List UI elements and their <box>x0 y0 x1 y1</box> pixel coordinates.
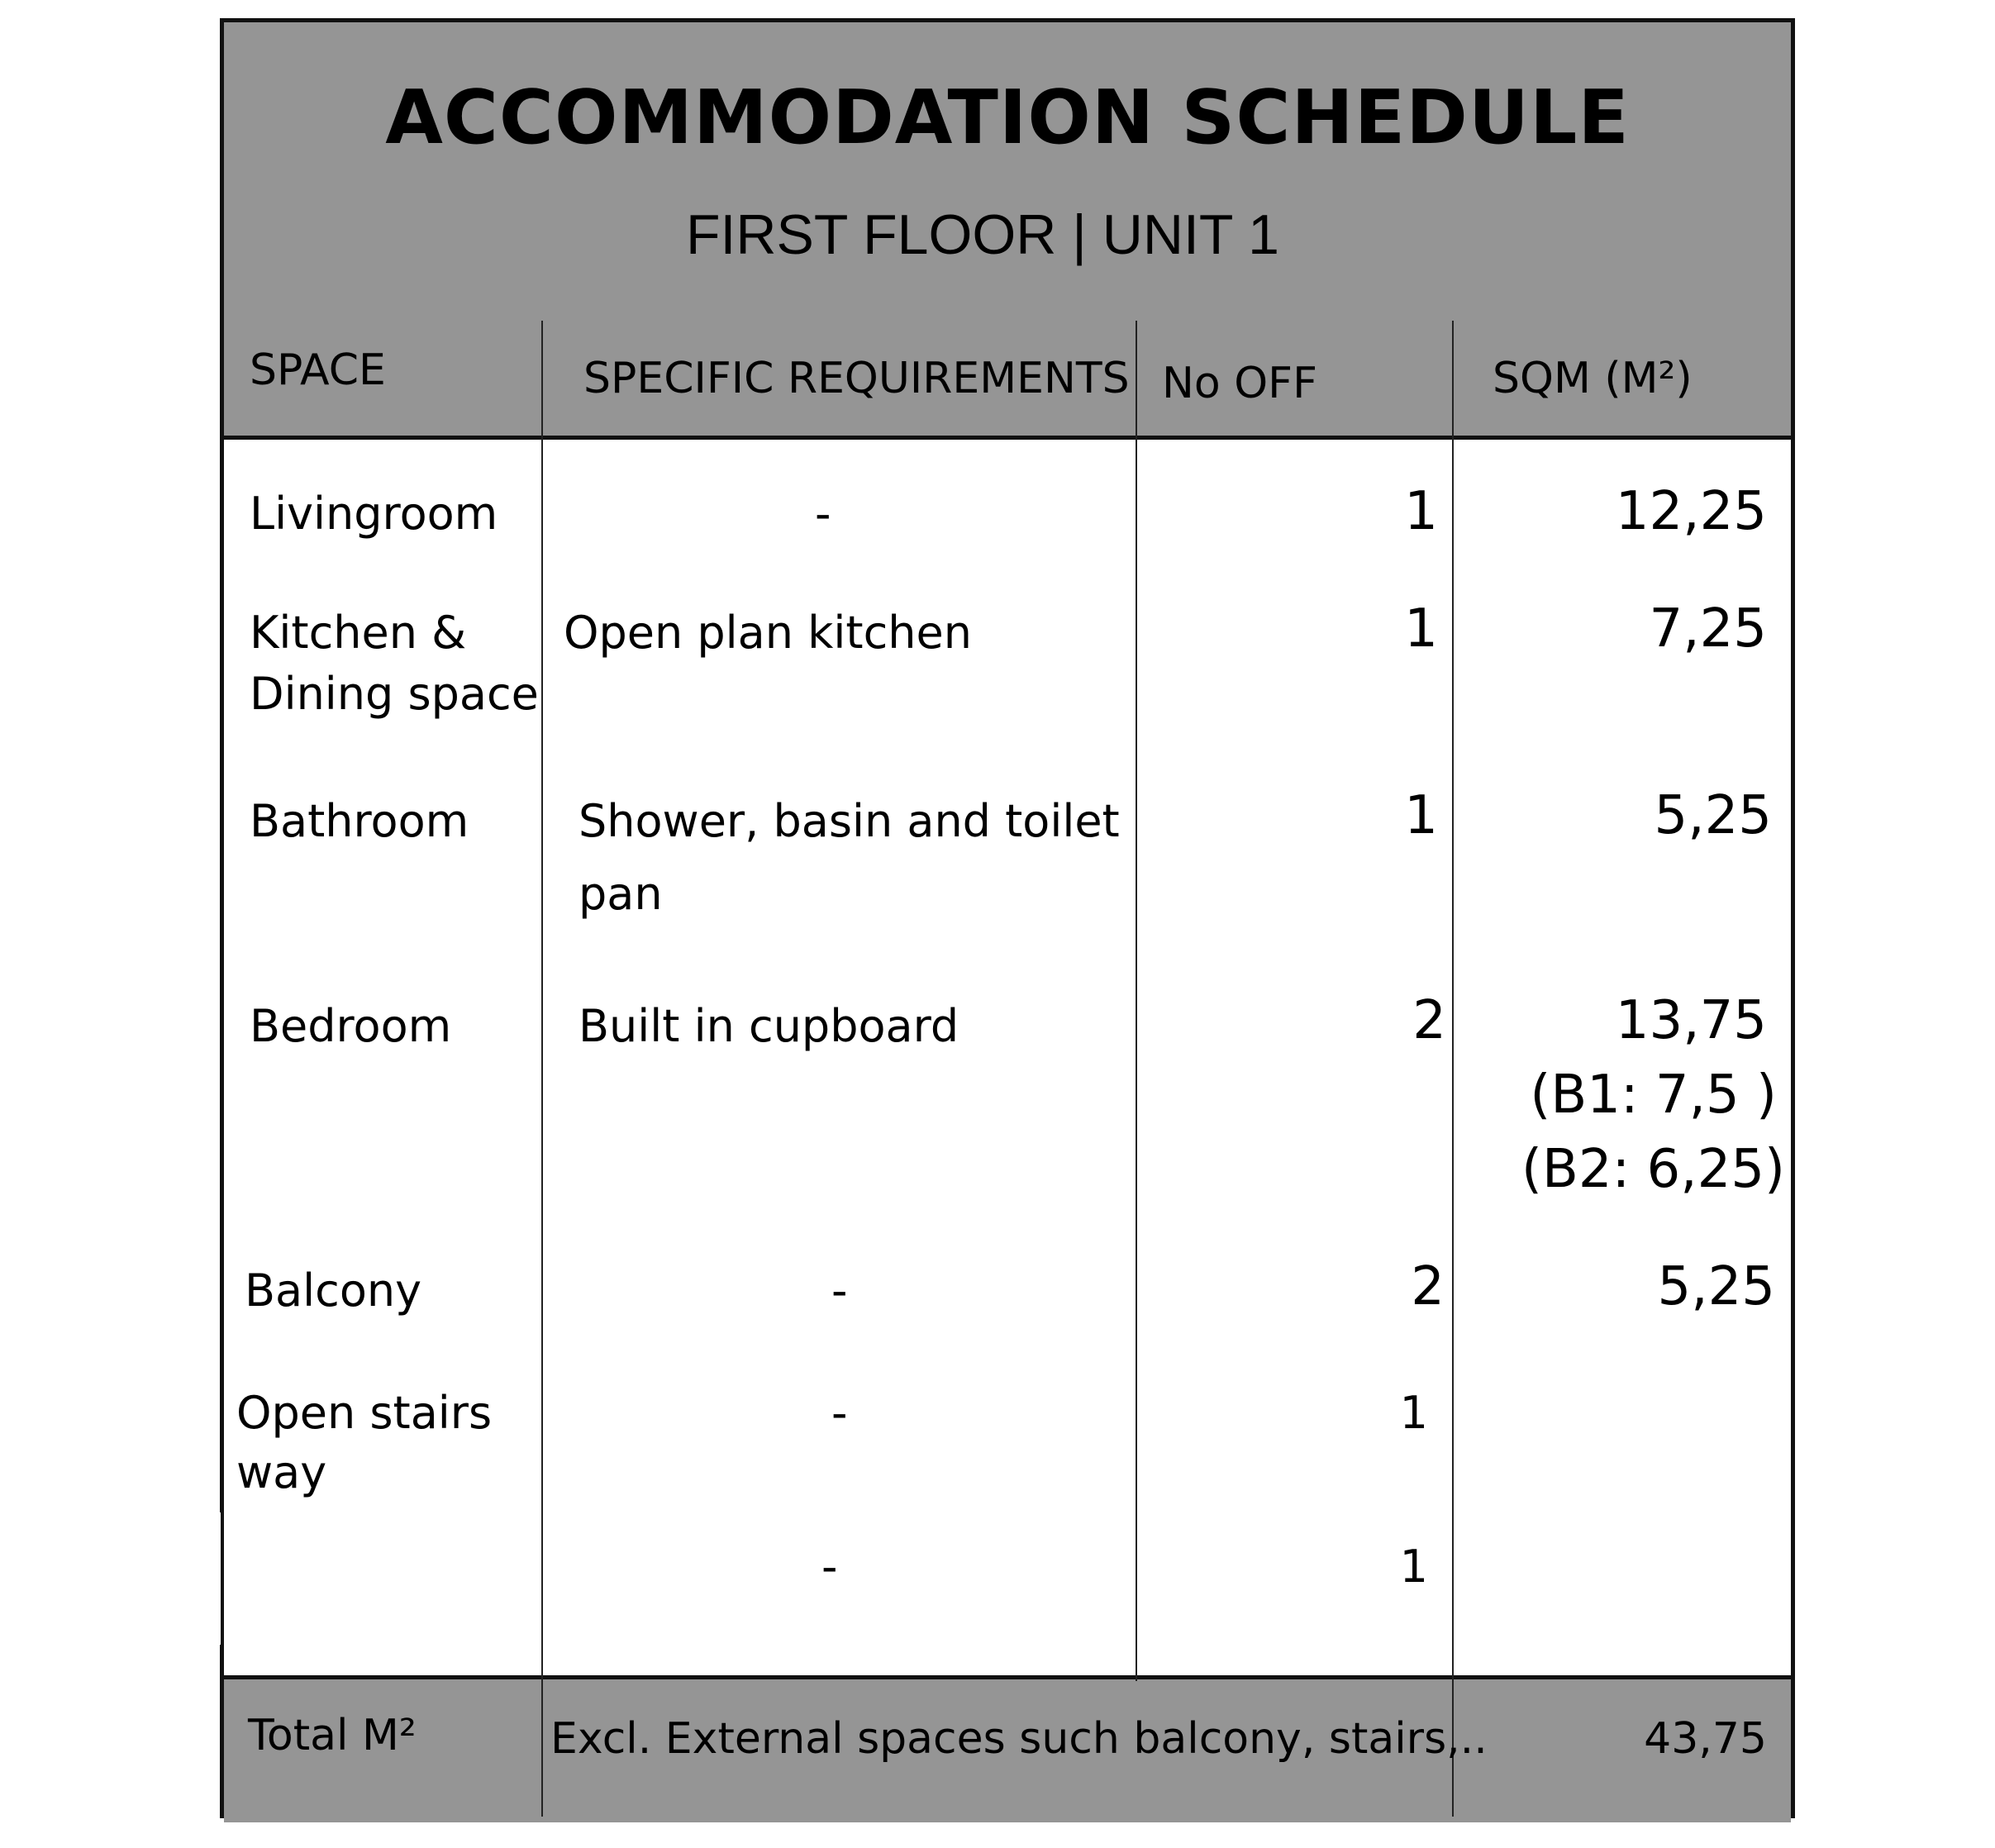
row-sqm: 5,25 <box>1654 785 1772 846</box>
row-no-off: 1 <box>1399 1387 1428 1439</box>
row-space: Open stairs <box>236 1387 493 1439</box>
row-requirements: - <box>821 1541 838 1593</box>
row-no-off: 2 <box>1411 1256 1445 1317</box>
column-divider <box>541 321 543 1817</box>
row-sqm: 5,25 <box>1657 1256 1775 1317</box>
row-sqm: 7,25 <box>1649 598 1767 660</box>
header-no-off: No OFF <box>1162 359 1317 408</box>
row-no-off: 1 <box>1404 481 1438 542</box>
row-no-off: 1 <box>1404 598 1438 660</box>
row-sqm: 13,75 <box>1615 990 1767 1051</box>
row-space: Livingroom <box>250 488 498 540</box>
row-requirements: Built in cupboard <box>579 1000 959 1052</box>
total-value: 43,75 <box>1644 1714 1767 1764</box>
header-sqm: SQM (M²) <box>1493 354 1693 403</box>
row-requirements: Open plan kitchen <box>564 607 972 659</box>
total-note: Excl. External spaces such balcony, stairs,.. <box>550 1714 1488 1764</box>
column-divider <box>1136 321 1137 1681</box>
row-requirements: - <box>831 1265 848 1317</box>
row-requirements: Shower, basin and toilet <box>579 795 1120 847</box>
schedule-table <box>220 18 1795 1818</box>
header-space: SPACE <box>250 345 386 395</box>
total-label: Total M² <box>248 1711 417 1760</box>
row-no-off: 1 <box>1404 785 1438 846</box>
column-divider <box>1452 321 1454 1817</box>
table-title: ACCOMMODATION SCHEDULE <box>385 74 1630 161</box>
row-sqm: 12,25 <box>1615 481 1767 542</box>
row-requirements-line-2: pan <box>579 868 663 920</box>
row-no-off: 2 <box>1412 990 1446 1051</box>
row-space: Bedroom <box>250 1000 452 1052</box>
row-requirements: - <box>831 1387 848 1439</box>
row-sqm-line-2: (B1: 7,5 ) <box>1530 1065 1777 1126</box>
row-requirements: - <box>815 488 831 540</box>
row-space: Balcony <box>245 1265 422 1317</box>
header-requirements: SPECIFIC REQUIREMENTS <box>583 354 1130 403</box>
row-space-line-2: way <box>236 1446 327 1498</box>
row-space: Bathroom <box>250 795 469 847</box>
row-sqm-line-3: (B2: 6,25) <box>1521 1139 1785 1200</box>
row-space-line-2: Dining space <box>250 668 539 720</box>
row-space: Kitchen & <box>250 607 467 659</box>
table-subtitle: FIRST FLOOR | UNIT 1 <box>686 203 1279 266</box>
scan-gap <box>217 1512 221 1645</box>
row-no-off: 1 <box>1399 1541 1428 1593</box>
